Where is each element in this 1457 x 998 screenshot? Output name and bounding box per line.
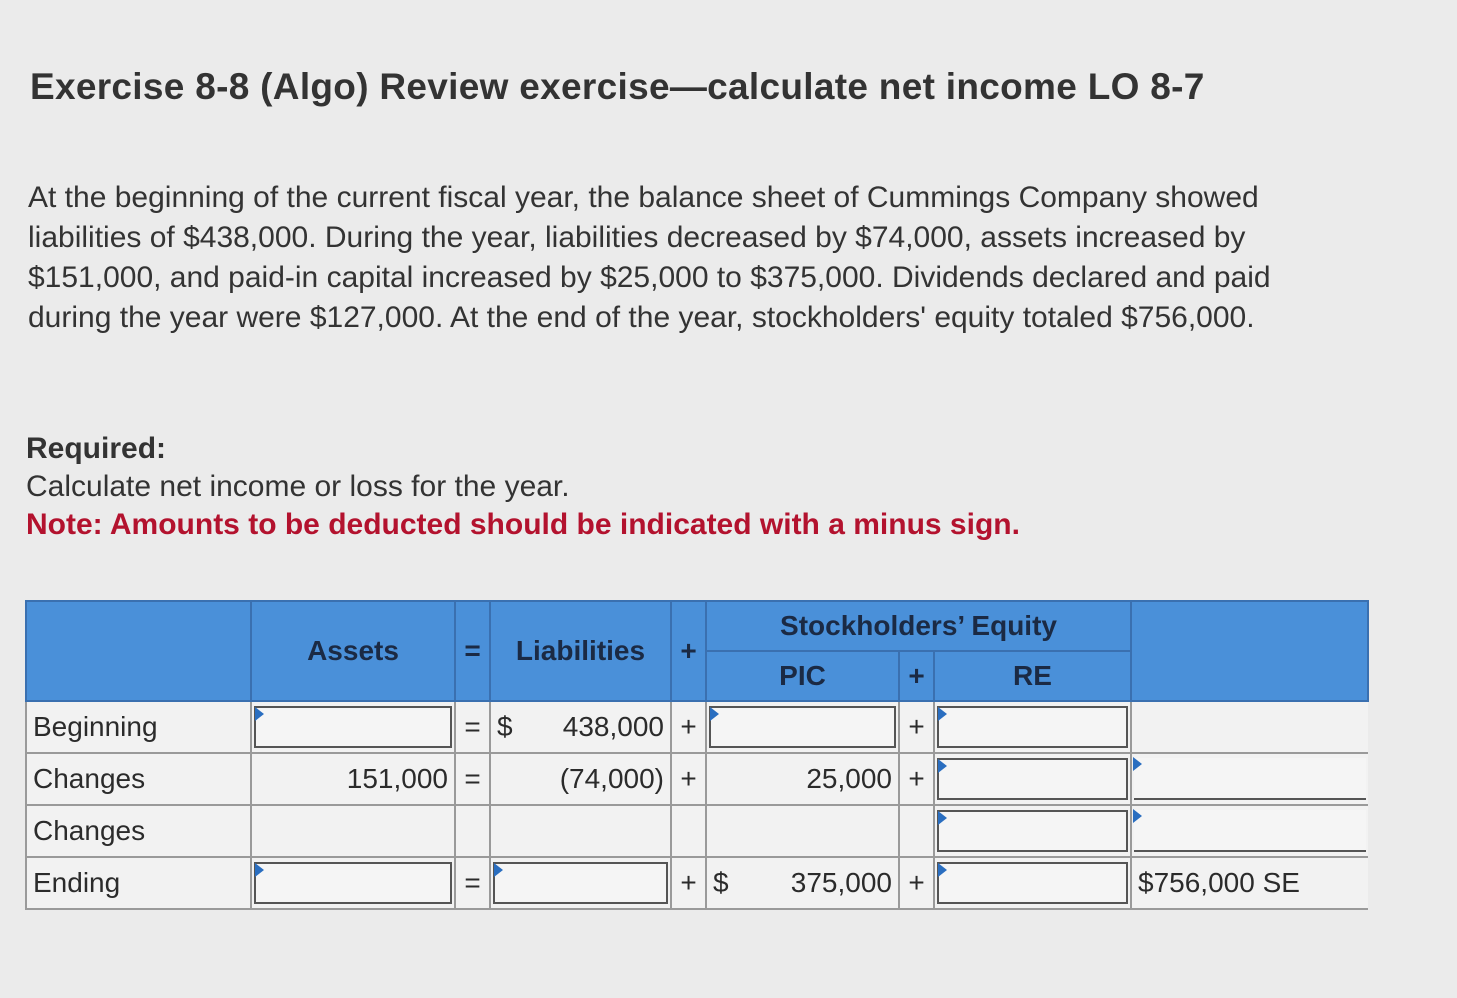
header-pic: PIC bbox=[706, 651, 899, 701]
required-text: Calculate net income or loss for the year. bbox=[26, 470, 570, 503]
changes-liabilities: (74,000) bbox=[490, 753, 671, 805]
header-plus: + bbox=[671, 601, 706, 701]
plus-sign: + bbox=[671, 701, 706, 753]
table-row-changes bbox=[26, 753, 1368, 805]
row-label: Ending bbox=[26, 857, 251, 909]
changes-description-select[interactable] bbox=[1134, 758, 1366, 800]
header-liabilities: Liabilities bbox=[490, 601, 671, 701]
ending-total-se: $756,000 SE bbox=[1131, 857, 1368, 909]
required-label: Required: bbox=[26, 432, 167, 465]
plus-sign: + bbox=[899, 753, 934, 805]
plus-sign: + bbox=[899, 701, 934, 753]
header-equals: = bbox=[455, 601, 490, 701]
beginning-liabilities: 438,000 bbox=[562, 711, 664, 742]
table-row-beginning bbox=[26, 701, 1368, 753]
row-label: Changes bbox=[26, 805, 251, 857]
changes-re-input[interactable] bbox=[937, 758, 1128, 800]
equals-sign: = bbox=[455, 857, 490, 909]
plus-sign: + bbox=[671, 753, 706, 805]
dollar-sign: $ bbox=[497, 711, 513, 742]
beginning-re-input[interactable] bbox=[937, 706, 1128, 748]
equals-sign: = bbox=[455, 701, 490, 753]
header-re: RE bbox=[934, 651, 1131, 701]
ending-liabilities-input[interactable] bbox=[493, 862, 668, 904]
header-plus-2: + bbox=[899, 651, 934, 701]
changes-2-description-select[interactable] bbox=[1134, 810, 1366, 852]
table-row-ending bbox=[26, 857, 1368, 909]
accounting-equation-table bbox=[25, 600, 1369, 910]
page-title: Exercise 8-8 (Algo) Review exercise—calculate net income LO 8-7 bbox=[30, 66, 1205, 107]
note-text: Note: Amounts to be deducted should be indicated with a minus sign. bbox=[26, 508, 1020, 541]
ending-pic: 375,000 bbox=[790, 867, 892, 898]
requirements bbox=[26, 430, 1020, 544]
changes-assets: 151,000 bbox=[251, 753, 455, 805]
header-stockholders-equity: Stockholders’ Equity bbox=[706, 601, 1131, 651]
changes-2-re-input[interactable] bbox=[937, 810, 1128, 852]
changes-pic: 25,000 bbox=[706, 753, 899, 805]
plus-sign: + bbox=[671, 857, 706, 909]
row-label: Changes bbox=[26, 753, 251, 805]
equals-sign: = bbox=[455, 753, 490, 805]
ending-assets-input[interactable] bbox=[254, 862, 452, 904]
dollar-sign: $ bbox=[713, 867, 729, 898]
beginning-assets-input[interactable] bbox=[254, 706, 452, 748]
row-label: Beginning bbox=[26, 701, 251, 753]
table-row-changes-2 bbox=[26, 805, 1368, 857]
beginning-pic-input[interactable] bbox=[709, 706, 896, 748]
ending-re-input[interactable] bbox=[937, 862, 1128, 904]
header-assets: Assets bbox=[251, 601, 455, 701]
plus-sign: + bbox=[899, 857, 934, 909]
problem-text: At the beginning of the current fiscal year, the balance sheet of Cummings Company showed liabilities of $438,000. During the year, liabilities decreased by $74,000, assets increased by $151,000, and paid-in capital increased by $25,000 to $375,000. Dividends declared and paid during the year were $127,000. At the end of the year, stockholders' equity totaled $756,000. bbox=[28, 181, 1271, 334]
